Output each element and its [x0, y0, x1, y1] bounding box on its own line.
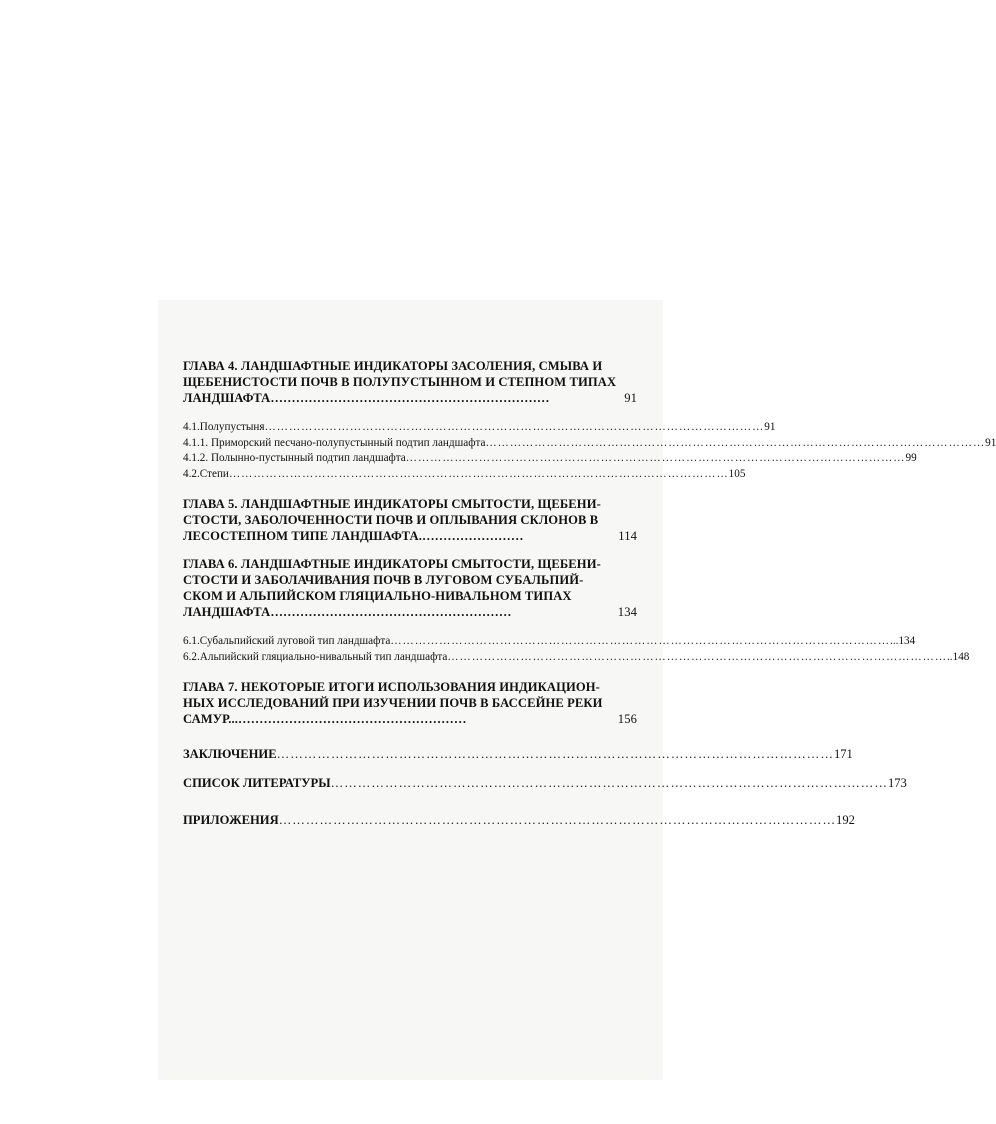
page-number: 192: [836, 813, 855, 827]
page-number: 91: [764, 421, 776, 433]
toc-appendix: [183, 813, 855, 828]
table-of-contents: [183, 358, 996, 828]
entry-title: 4.1.Полупустыня: [183, 421, 265, 433]
toc-entry: [183, 467, 746, 483]
chapter-title-line: ГЛАВА 7. НЕКОТОРЫЕ ИТОГИ ИСПОЛЬЗОВАНИЯ ИНДИКАЦИОН-: [183, 680, 600, 694]
toc-references: [183, 776, 907, 791]
chapter-title-last-line: [183, 711, 637, 727]
chapter-title-line: ЛАНДШАФТА…………………………………………………………: [183, 391, 550, 405]
chapter-title-line: СКОМ И АЛЬПИЙСКОМ ГЛЯЦИАЛЬНО-НИВАЛЬНОМ ТИПАХ: [183, 589, 572, 603]
entry-title: ЗАКЛЮЧЕНИЕ: [183, 747, 277, 761]
chapter-title-line: СТОСТИ И ЗАБОЛАЧИВАНИЯ ПОЧВ В ЛУГОВОМ СУБАЛЬПИЙ-: [183, 573, 584, 587]
toc-conclusion: [183, 747, 853, 762]
toc-entry: [183, 420, 776, 436]
entry-title: 4.2.Степи: [183, 467, 229, 480]
leader-dots: ……………………………………………………………………………………………………………: [405, 452, 906, 464]
toc-chapter-5: [183, 496, 637, 544]
entry-title: СПИСОК ЛИТЕРАТУРЫ: [183, 776, 331, 790]
leader-dots: ……………………………………………………………………………………………………………: [228, 467, 729, 480]
chapter-title-line: СТОСТИ, ЗАБОЛОЧЕННОСТИ ПОЧВ И ОПЛЫВАНИЯ СКЛОНОВ В: [183, 513, 599, 527]
chapter-title-line: ГЛАВА 5. ЛАНДШАФТНЫЕ ИНДИКАТОРЫ СМЫТОСТИ, ЩЕБЕНИ-: [183, 497, 601, 511]
chapter-title-last-line: [183, 528, 637, 544]
leader-dots: ……………………………………………………………………………………………………………: [447, 650, 947, 663]
chapter-title-line: ЛАНДШАФТА…………………………………………………: [183, 605, 512, 619]
page-number: 173: [887, 776, 907, 790]
page-number: 91: [624, 391, 637, 405]
toc-entry: [183, 436, 996, 452]
chapter-title-line: ЛЕСОСТЕПНОМ ТИПЕ ЛАНДШАФТА.……………………: [183, 529, 524, 543]
entry-title: 4.1.1. Приморский песчано-полупустынный подтип ландшафта: [183, 436, 486, 449]
page-number: 114: [618, 529, 637, 543]
entry-title: 4.1.2. Полынно-пустынный подтип ландшафта: [183, 452, 406, 464]
toc-chapter-4: [183, 358, 637, 406]
chapter-title-line: НЫХ ИССЛЕДОВАНИЙ ПРИ ИЗУЧЕНИИ ПОЧВ В БАССЕЙНЕ РЕКИ: [183, 696, 603, 710]
page-number: ...134: [890, 635, 916, 647]
chapter-title-line: ГЛАВА 6. ЛАНДШАФТНЫЕ ИНДИКАТОРЫ СМЫТОСТИ, ЩЕБЕНИ-: [183, 557, 601, 571]
entry-title: ПРИЛОЖЕНИЯ: [183, 813, 279, 827]
page-number: 171: [833, 747, 853, 761]
leader-dots: ……………………………………………………………………………………………………………: [330, 776, 888, 790]
toc-entry: [183, 650, 970, 666]
entry-title: 6.2.Альпийский гляциально-нивальный тип ландшафта: [183, 650, 448, 663]
chapter-title-last-line: [183, 390, 637, 406]
leader-dots: ……………………………………………………………………………………………………………: [276, 747, 834, 761]
chapter-title-line: САМУР...………………………………………………: [183, 712, 467, 726]
page-number: 99: [905, 452, 917, 464]
page-number: 105: [728, 467, 746, 480]
toc-entry: [183, 634, 916, 650]
page-number: 134: [617, 605, 637, 619]
toc-entry: [183, 451, 917, 467]
toc-chapter-7: [183, 679, 637, 727]
leader-dots: ……………………………………………………………………………………………………………: [278, 813, 837, 827]
page-number: ..148: [947, 650, 970, 663]
entry-title: 6.1.Субальпийский луговой тип ландшафта: [183, 635, 391, 647]
chapter-title-last-line: [183, 604, 637, 620]
page-number: 91: [985, 436, 996, 449]
page-number: 156: [617, 712, 637, 726]
leader-dots: ……………………………………………………………………………………………………………: [264, 421, 765, 433]
leader-dots: ……………………………………………………………………………………………………………: [390, 635, 891, 647]
chapter-title-line: ГЛАВА 4. ЛАНДШАФТНЫЕ ИНДИКАТОРЫ ЗАСОЛЕНИЯ, СМЫВА И: [183, 359, 603, 373]
leader-dots: ……………………………………………………………………………………………………………: [485, 436, 986, 449]
chapter-title-line: ЩЕБЕНИСТОСТИ ПОЧВ В ПОЛУПУСТЫННОМ И СТЕПНОМ ТИПАХ: [183, 375, 617, 389]
toc-chapter-6: [183, 556, 637, 620]
